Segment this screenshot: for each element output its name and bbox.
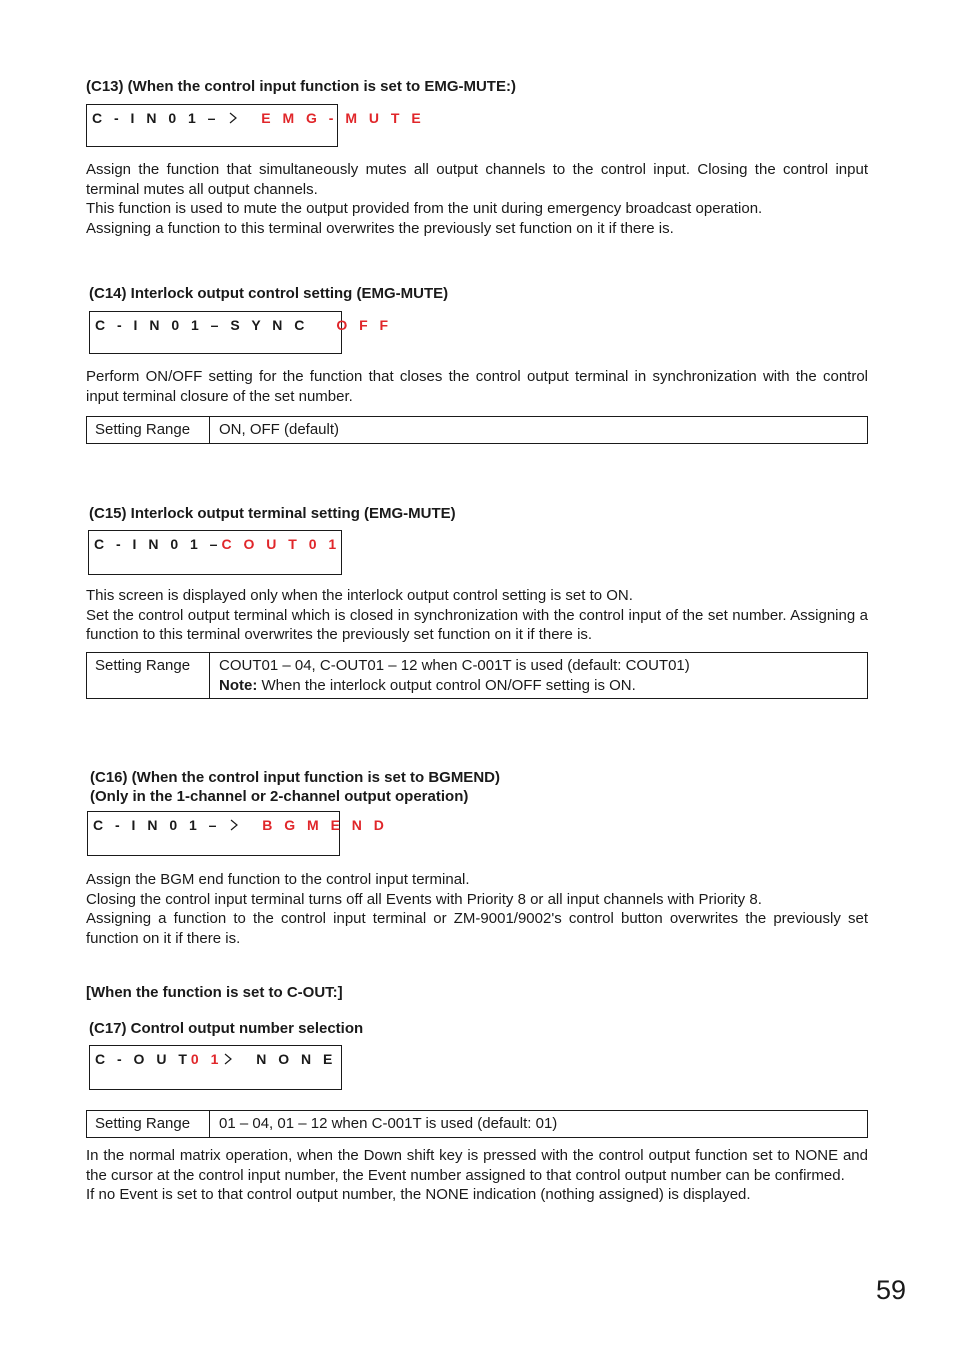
range-label: Setting Range [87,653,210,698]
lcd-value: C O U T 0 1 [221,536,341,552]
lcd-prefix: C - O U T [95,1051,191,1067]
lcd-prefix: C - I N 0 1 – [94,536,222,552]
c16-subheading: (Only in the 1-channel or 2-channel output operation) [90,788,469,805]
c14-setting-range-table [86,416,868,444]
lcd-value: O F F [336,317,393,333]
c13-lcd-display [86,104,425,147]
c15-heading: (C15) Interlock output terminal setting (EMG-MUTE) [89,505,456,522]
cout-section-heading: [When the function is set to C-OUT:] [86,984,343,1001]
c14-lcd-display [89,311,393,354]
paragraph: If no Event is set to that control output number, the NONE indication (nothing assigned) is displayed. [86,1186,751,1203]
paragraph: Set the control output terminal which is closed in synchronization with the control input of the set number. Assigning a function to this terminal overwrites the previously set function on it if there is. [86,606,868,643]
c13-description [86,160,868,238]
note [219,676,858,696]
arrow-icon [228,818,240,832]
note-label: Note: [219,676,258,694]
paragraph: Assigning a function to the control input terminal or ZM-9001/9002's control button overwrites the previously set function on it if there is. [86,910,868,947]
lcd-prefix: C - I N 0 1 – [93,817,221,833]
paragraph: This screen is displayed only when the interlock output control setting is set to ON. [86,587,633,604]
c17-setting-range-table [86,1110,868,1138]
lcd-value: B G M E N D [262,817,388,833]
c15-lcd-display [88,530,342,575]
lcd-number: 0 1 [190,1051,223,1067]
c15-description [86,586,868,645]
paragraph: Closing the control input terminal turns off all Events with Priority 8 or all input channels with Priority 8. [86,890,762,908]
paragraph: This function is used to mute the output provided from the unit during emergency broadcast operation. [86,200,763,217]
c13-heading: (C13) (When the control input function is set to EMG-MUTE:) [86,78,516,95]
paragraph: Perform ON/OFF setting for the function that closes the control output terminal in synchronization with the control input terminal closure of the set number. [86,368,868,405]
paragraph: Assigning a function to this terminal overwrites the previously set function on it if there is. [86,219,674,237]
c15-setting-range-table [86,652,868,699]
c16-heading: (C16) (When the control input function is set to BGMEND) [90,769,500,786]
c14-description [86,367,868,406]
c17-lcd-display [89,1045,342,1090]
paragraph: Assign the function that simultaneously mutes all output channels to the control input. Closing the control input terminal mutes all output channels. [86,161,868,198]
range-value: COUT01 – 04, C-OUT01 – 12 when C-001T is used (default: COUT01) [219,657,690,674]
lcd-prefix: C - I N 0 1 – [92,110,220,126]
c16-description [86,870,868,948]
arrow-icon [227,111,239,125]
page-number: 59 [876,1275,907,1305]
c14-heading: (C14) Interlock output control setting (EMG-MUTE) [89,285,449,302]
range-label: Setting Range [87,417,210,443]
range-label: Setting Range [87,1111,210,1137]
lcd-value: N O N E [256,1051,337,1067]
c16-lcd-display [87,811,388,856]
note-text: When the interlock output control ON/OFF setting is ON. [261,676,636,694]
paragraph: Assign the BGM end function to the control input terminal. [86,871,470,888]
lcd-value: E M G - M U T E [261,110,425,126]
lcd-prefix: C - I N 0 1 – S Y N C [95,317,309,333]
paragraph: In the normal matrix operation, when the Down shift key is pressed with the control output function set to NONE and the cursor at the control input number, the Event number assigned to that control output number can be confirmed. [86,1147,868,1184]
c17-heading: (C17) Control output number selection [89,1020,364,1037]
c17-description [86,1146,868,1205]
range-value: 01 – 04, 01 – 12 when C-001T is used (default: 01) [219,1115,558,1132]
arrow-icon [222,1052,234,1066]
range-value: ON, OFF (default) [219,421,340,438]
